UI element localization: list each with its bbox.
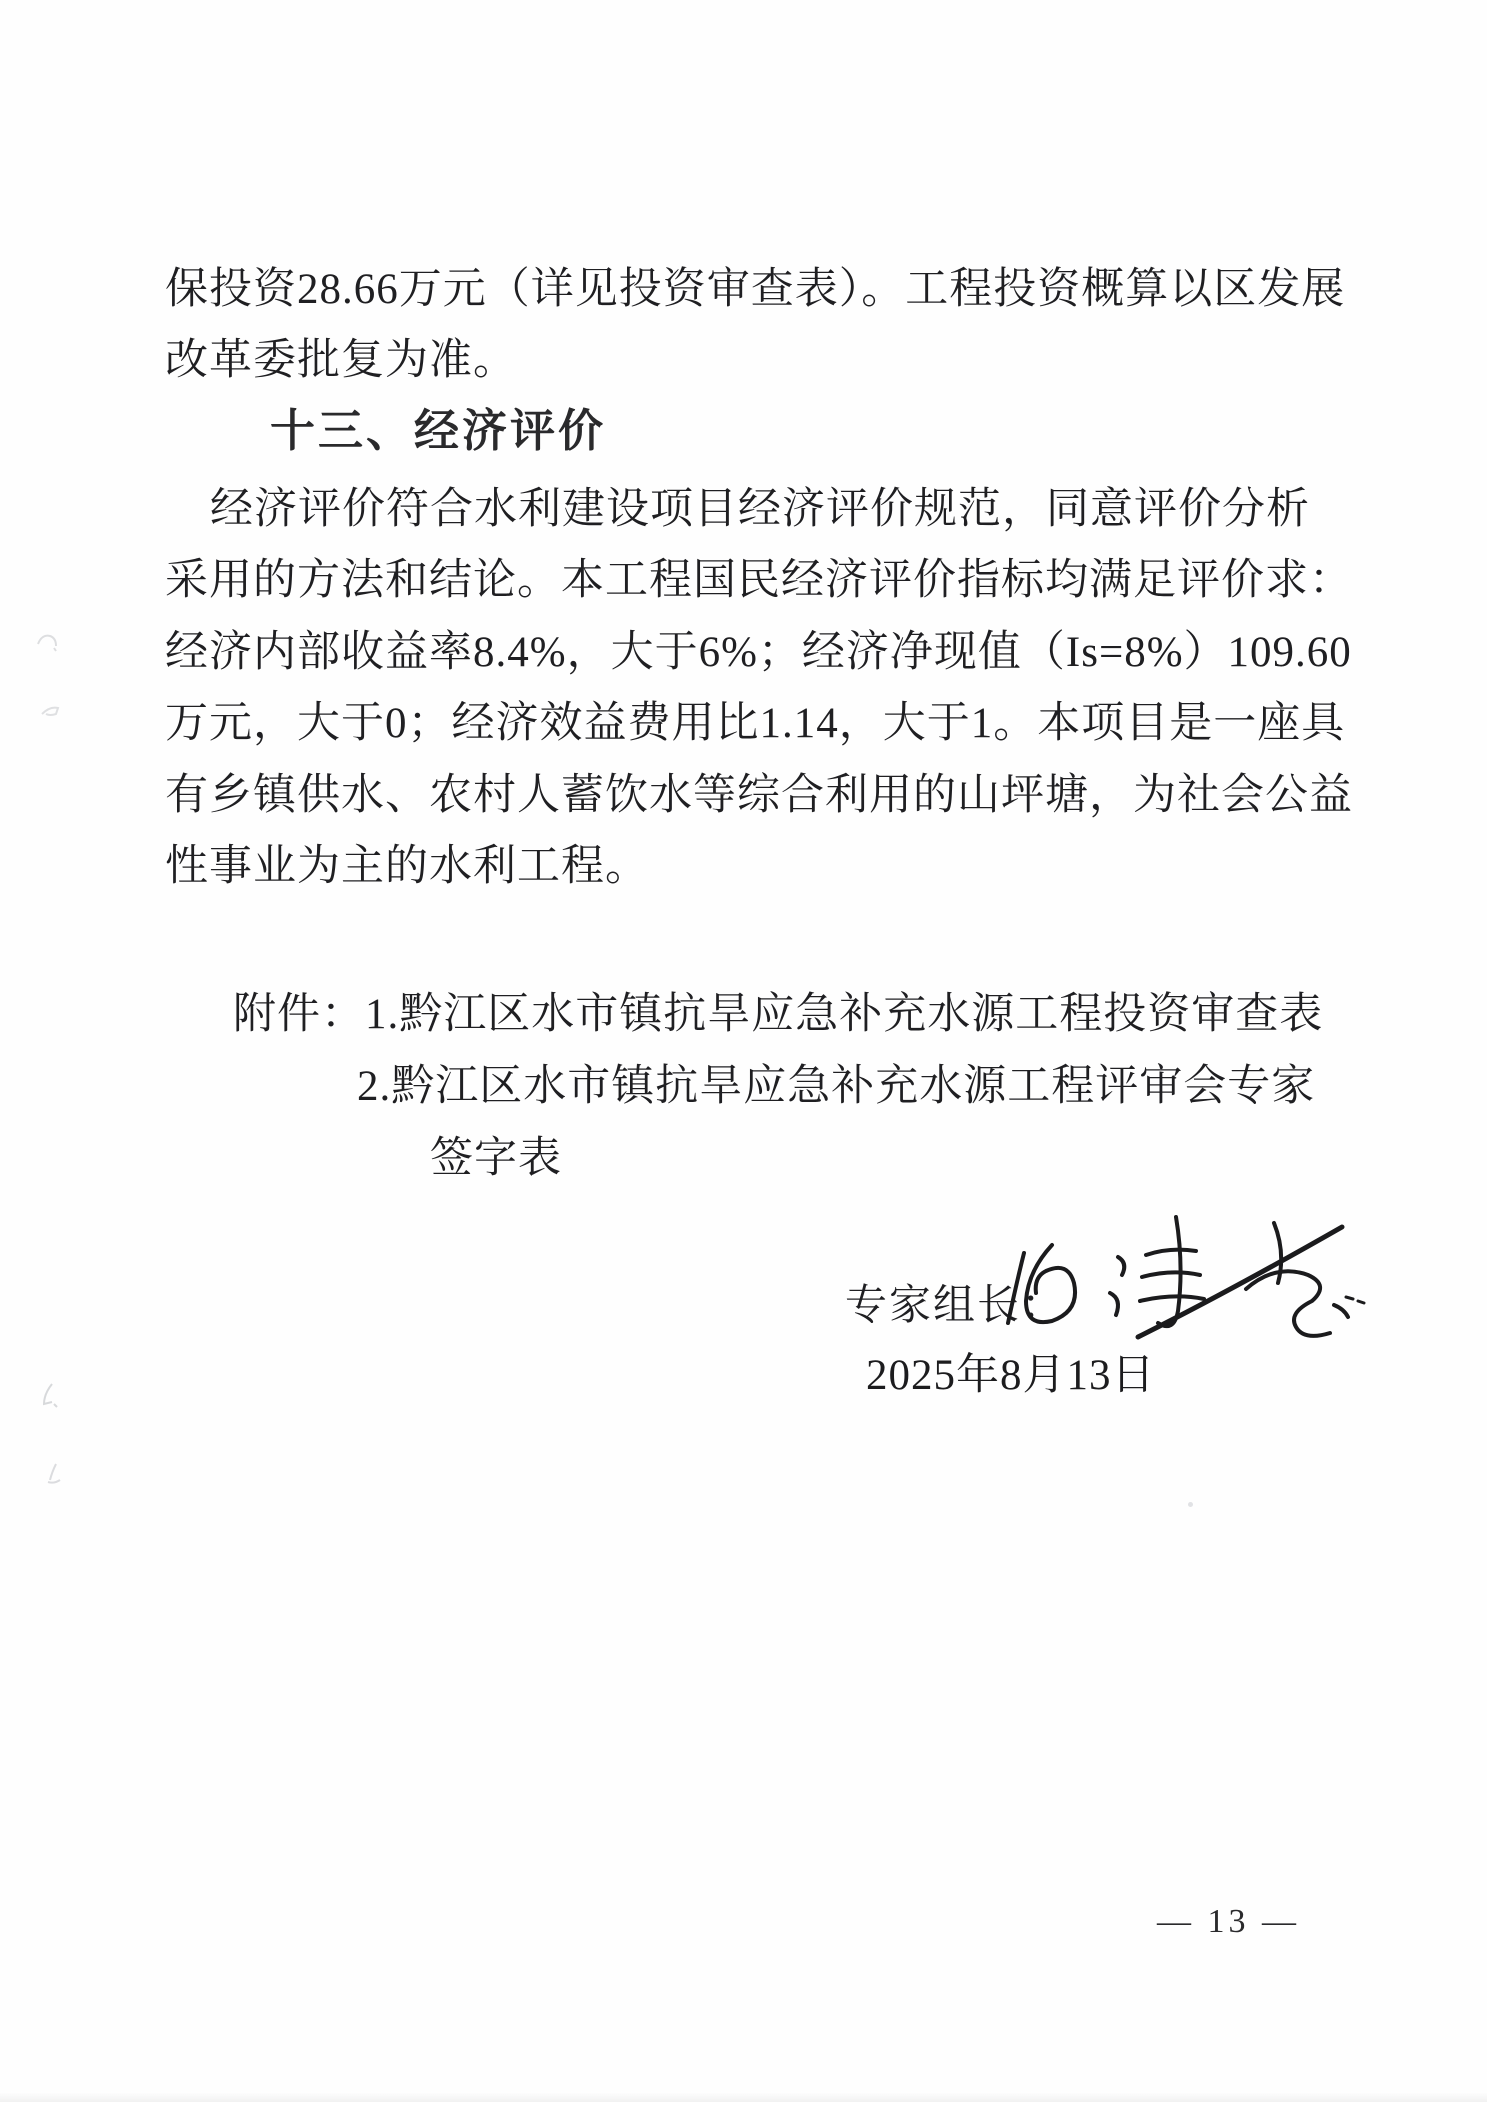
page-number: — 13 — bbox=[1157, 1903, 1300, 1940]
scan-artifact bbox=[38, 700, 64, 722]
paragraph-body-line-2: 采用的方法和结论。本工程国民经济评价指标均满足评价求： bbox=[165, 557, 1353, 604]
attachment-line-1: 附件：1.黔江区水市镇抗旱应急补充水源工程投资审查表 bbox=[233, 991, 1324, 1038]
paragraph-body-line-5: 有乡镇供水、农村人蓄饮水等综合利用的山坪塘，为社会公益 bbox=[165, 772, 1353, 819]
scan-artifact bbox=[32, 628, 62, 658]
signature-date: 2025年8月13日 bbox=[866, 1352, 1156, 1399]
scan-artifact bbox=[1188, 1502, 1193, 1507]
scan-artifact bbox=[36, 1380, 62, 1410]
scan-artifact bbox=[42, 1460, 66, 1488]
paragraph-body-line-1: 经济评价符合水利建设项目经济评价规范，同意评价分析 bbox=[210, 486, 1310, 533]
attachment-line-2: 2.黔江区水市镇抗旱应急补充水源工程评审会专家 bbox=[357, 1063, 1316, 1110]
scan-edge-shadow bbox=[0, 2092, 1487, 2102]
paragraph-body-line-6: 性事业为主的水利工程。 bbox=[165, 843, 649, 890]
attachment-line-3: 签字表 bbox=[430, 1135, 562, 1182]
signature-role-label: 专家组长： bbox=[845, 1283, 1066, 1329]
paragraph-intro-line-1: 保投资28.66万元（详见投资审查表）。工程投资概算以区发展 bbox=[165, 266, 1346, 313]
handwritten-signature bbox=[990, 1205, 1370, 1365]
paragraph-intro-line-2: 改革委批复为准。 bbox=[165, 337, 517, 384]
paragraph-body-line-3: 经济内部收益率8.4%，大于6%；经济净现值（Is=8%）109.60 bbox=[165, 629, 1352, 676]
section-heading: 十三、经济评价 bbox=[270, 405, 607, 456]
paragraph-body-line-4: 万元，大于0；经济效益费用比1.14，大于1。本项目是一座具 bbox=[165, 700, 1346, 747]
